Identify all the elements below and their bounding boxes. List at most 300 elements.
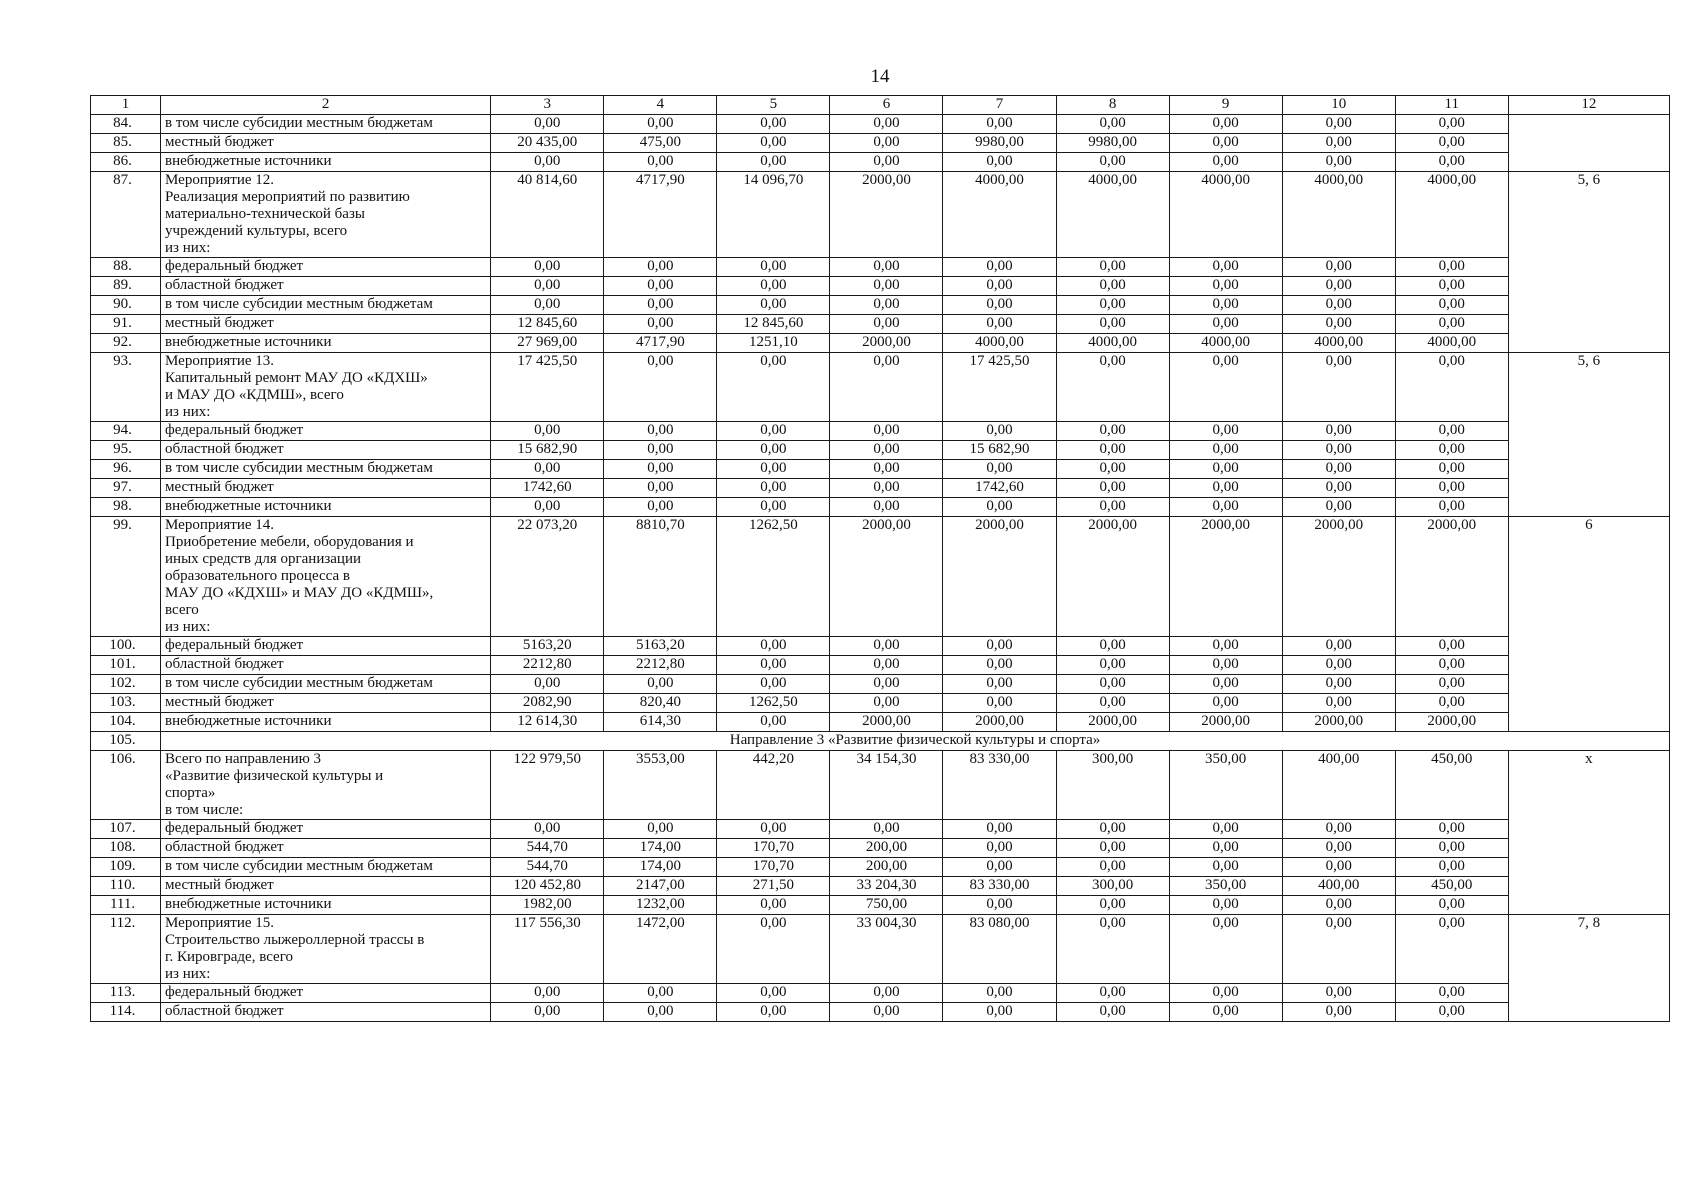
label-line: в том числе субсидии местным бюджетам (165, 115, 433, 131)
label-line: «Развитие физической культуры и (165, 768, 384, 784)
value-cell: 0,00 (1169, 820, 1282, 839)
value-cell: 0,00 (830, 479, 943, 498)
value-cell: 0,00 (943, 1003, 1056, 1022)
value-cell: 0,00 (1169, 115, 1282, 134)
label-line: МАУ ДО «КДХШ» и МАУ ДО «КДМШ», (165, 585, 434, 601)
table-row (91, 441, 1670, 460)
table-row (91, 858, 1670, 877)
label-line: областной бюджет (165, 656, 284, 672)
value-cell: 0,00 (604, 1003, 717, 1022)
row-number: 106. (91, 751, 161, 820)
row-number: 98. (91, 498, 161, 517)
value-cell: 4000,00 (1056, 172, 1169, 258)
value-cell: 614,30 (604, 713, 717, 732)
value-cell: 0,00 (1395, 115, 1508, 134)
value-cell: 0,00 (1056, 277, 1169, 296)
table-row (91, 315, 1670, 334)
label-line: Всего по направлению 3 (165, 751, 322, 767)
value-cell: 0,00 (491, 277, 604, 296)
row-label (161, 637, 491, 656)
value-cell: 0,00 (1169, 915, 1282, 984)
value-cell: 271,50 (717, 877, 830, 896)
row-label (161, 315, 491, 334)
value-cell: 0,00 (1169, 1003, 1282, 1022)
value-cell: 0,00 (1282, 1003, 1395, 1022)
value-cell: 0,00 (1169, 675, 1282, 694)
value-cell: 0,00 (1169, 984, 1282, 1003)
label-line: федеральный бюджет (165, 637, 304, 653)
label-line: образовательного процесса в (165, 568, 350, 584)
column-header: 8 (1056, 96, 1169, 115)
reference-cell: 5, 6 (1508, 353, 1669, 517)
value-cell: 2000,00 (1282, 713, 1395, 732)
value-cell: 0,00 (943, 277, 1056, 296)
value-cell: 1472,00 (604, 915, 717, 984)
value-cell: 0,00 (1282, 153, 1395, 172)
value-cell: 0,00 (1169, 460, 1282, 479)
value-cell: 0,00 (717, 258, 830, 277)
value-cell: 0,00 (717, 153, 830, 172)
value-cell: 0,00 (717, 479, 830, 498)
value-cell: 2000,00 (1395, 713, 1508, 732)
value-cell: 0,00 (943, 694, 1056, 713)
reference-cell: 5, 6 (1508, 172, 1669, 353)
value-cell: 33 204,30 (830, 877, 943, 896)
value-cell: 0,00 (830, 296, 943, 315)
table-row (91, 172, 1670, 258)
value-cell: 0,00 (943, 896, 1056, 915)
value-cell: 0,00 (1282, 896, 1395, 915)
value-cell: 0,00 (1395, 353, 1508, 422)
label-line: всего (165, 602, 199, 618)
value-cell: 0,00 (1395, 984, 1508, 1003)
value-cell: 0,00 (1056, 656, 1169, 675)
label-line: в том числе субсидии местным бюджетам (165, 460, 433, 476)
value-cell: 450,00 (1395, 877, 1508, 896)
value-cell: 2000,00 (830, 713, 943, 732)
value-cell: 300,00 (1056, 751, 1169, 820)
value-cell: 0,00 (1395, 460, 1508, 479)
row-label (161, 751, 491, 820)
row-label (161, 1003, 491, 1022)
value-cell: 0,00 (943, 675, 1056, 694)
value-cell: 0,00 (1056, 296, 1169, 315)
value-cell: 2000,00 (1056, 713, 1169, 732)
label-line: в том числе субсидии местным бюджетам (165, 858, 433, 874)
value-cell: 4000,00 (943, 172, 1056, 258)
value-cell: 400,00 (1282, 877, 1395, 896)
row-label (161, 334, 491, 353)
label-line: и МАУ ДО «КДМШ», всего (165, 387, 344, 403)
label-line: Строительство лыжероллерной трассы в (165, 932, 425, 948)
value-cell: 750,00 (830, 896, 943, 915)
table-row (91, 334, 1670, 353)
label-line: из них: (165, 966, 211, 982)
label-line: федеральный бюджет (165, 820, 304, 836)
value-cell: 0,00 (1056, 984, 1169, 1003)
value-cell: 0,00 (1056, 422, 1169, 441)
value-cell: 1251,10 (717, 334, 830, 353)
value-cell: 0,00 (604, 479, 717, 498)
value-cell: 0,00 (943, 296, 1056, 315)
table-row (91, 498, 1670, 517)
value-cell: 0,00 (1056, 839, 1169, 858)
value-cell: 0,00 (1395, 277, 1508, 296)
value-cell: 170,70 (717, 858, 830, 877)
value-cell: 0,00 (491, 258, 604, 277)
value-cell: 2000,00 (830, 172, 943, 258)
value-cell: 0,00 (604, 153, 717, 172)
value-cell: 0,00 (1282, 858, 1395, 877)
value-cell: 0,00 (604, 258, 717, 277)
value-cell: 820,40 (604, 694, 717, 713)
value-cell: 83 080,00 (943, 915, 1056, 984)
row-label (161, 656, 491, 675)
label-line: федеральный бюджет (165, 258, 304, 274)
table-row (91, 134, 1670, 153)
value-cell: 0,00 (1282, 115, 1395, 134)
value-cell: 14 096,70 (717, 172, 830, 258)
row-number: 89. (91, 277, 161, 296)
row-label (161, 839, 491, 858)
value-cell: 0,00 (717, 353, 830, 422)
table-row (91, 296, 1670, 315)
table-row (91, 422, 1670, 441)
value-cell: 0,00 (1282, 675, 1395, 694)
label-line: областной бюджет (165, 839, 284, 855)
value-cell: 442,20 (717, 751, 830, 820)
value-cell: 0,00 (830, 258, 943, 277)
value-cell: 4000,00 (1395, 334, 1508, 353)
value-cell: 0,00 (1282, 277, 1395, 296)
value-cell: 0,00 (1056, 915, 1169, 984)
label-line: в том числе субсидии местным бюджетам (165, 296, 433, 312)
value-cell: 17 425,50 (943, 353, 1056, 422)
row-label (161, 277, 491, 296)
value-cell: 0,00 (943, 115, 1056, 134)
value-cell: 0,00 (1282, 656, 1395, 675)
row-label (161, 441, 491, 460)
value-cell: 0,00 (491, 675, 604, 694)
value-cell: 0,00 (1056, 153, 1169, 172)
value-cell: 2000,00 (830, 334, 943, 353)
row-number: 91. (91, 315, 161, 334)
value-cell: 0,00 (604, 315, 717, 334)
value-cell: 0,00 (943, 498, 1056, 517)
row-number: 108. (91, 839, 161, 858)
row-label (161, 153, 491, 172)
value-cell: 350,00 (1169, 751, 1282, 820)
value-cell: 0,00 (1169, 153, 1282, 172)
value-cell: 0,00 (604, 820, 717, 839)
value-cell: 0,00 (604, 460, 717, 479)
label-line: местный бюджет (165, 877, 274, 893)
value-cell: 0,00 (491, 820, 604, 839)
value-cell: 0,00 (491, 1003, 604, 1022)
value-cell: 0,00 (1282, 315, 1395, 334)
value-cell: 0,00 (1282, 637, 1395, 656)
value-cell: 0,00 (943, 153, 1056, 172)
value-cell: 40 814,60 (491, 172, 604, 258)
table-row (91, 675, 1670, 694)
value-cell: 0,00 (604, 498, 717, 517)
label-line: областной бюджет (165, 277, 284, 293)
value-cell: 0,00 (943, 984, 1056, 1003)
label-line: федеральный бюджет (165, 984, 304, 1000)
value-cell: 1742,60 (491, 479, 604, 498)
value-cell: 0,00 (1395, 896, 1508, 915)
column-header: 1 (91, 96, 161, 115)
label-line: материально-технической базы (165, 206, 365, 222)
value-cell: 0,00 (491, 984, 604, 1003)
value-cell: 0,00 (943, 258, 1056, 277)
value-cell: 9980,00 (943, 134, 1056, 153)
row-number: 88. (91, 258, 161, 277)
value-cell: 0,00 (1395, 441, 1508, 460)
table-row (91, 1003, 1670, 1022)
row-label (161, 479, 491, 498)
row-label (161, 460, 491, 479)
value-cell: 0,00 (1395, 153, 1508, 172)
row-number: 95. (91, 441, 161, 460)
value-cell: 33 004,30 (830, 915, 943, 984)
value-cell: 15 682,90 (491, 441, 604, 460)
value-cell: 0,00 (1056, 115, 1169, 134)
reference-cell: x (1508, 751, 1669, 915)
value-cell: 8810,70 (604, 517, 717, 637)
value-cell: 0,00 (1169, 656, 1282, 675)
value-cell: 0,00 (830, 353, 943, 422)
value-cell: 0,00 (1395, 915, 1508, 984)
label-line: местный бюджет (165, 479, 274, 495)
table-row (91, 479, 1670, 498)
table-row (91, 751, 1670, 820)
row-number: 111. (91, 896, 161, 915)
value-cell: 0,00 (1169, 277, 1282, 296)
table-row (91, 153, 1670, 172)
row-number: 112. (91, 915, 161, 984)
row-number: 84. (91, 115, 161, 134)
value-cell: 0,00 (1282, 694, 1395, 713)
value-cell: 34 154,30 (830, 751, 943, 820)
row-label (161, 694, 491, 713)
value-cell: 0,00 (1395, 637, 1508, 656)
row-label (161, 675, 491, 694)
value-cell: 1262,50 (717, 517, 830, 637)
value-cell: 400,00 (1282, 751, 1395, 820)
value-cell: 0,00 (1169, 896, 1282, 915)
label-line: в том числе субсидии местным бюджетам (165, 675, 433, 691)
value-cell: 3553,00 (604, 751, 717, 820)
table-row (91, 460, 1670, 479)
value-cell: 4717,90 (604, 172, 717, 258)
value-cell: 0,00 (1056, 441, 1169, 460)
label-line: Мероприятие 15. (165, 915, 275, 931)
value-cell: 0,00 (943, 460, 1056, 479)
row-label (161, 296, 491, 315)
label-line: из них: (165, 240, 211, 256)
reference-cell: 7, 8 (1508, 915, 1669, 1022)
label-line: Реализация мероприятий по развитию (165, 189, 410, 205)
row-number: 105. (91, 732, 161, 751)
value-cell: 0,00 (830, 277, 943, 296)
value-cell: 83 330,00 (943, 877, 1056, 896)
value-cell: 0,00 (1282, 441, 1395, 460)
value-cell: 2212,80 (604, 656, 717, 675)
value-cell: 0,00 (1169, 353, 1282, 422)
reference-cell: 6 (1508, 517, 1669, 732)
value-cell: 0,00 (1056, 694, 1169, 713)
table-row (91, 839, 1670, 858)
value-cell: 0,00 (830, 134, 943, 153)
value-cell: 0,00 (830, 984, 943, 1003)
table-row (91, 915, 1670, 984)
label-line: иных средств для организации (165, 551, 362, 567)
value-cell: 0,00 (717, 422, 830, 441)
value-cell: 0,00 (943, 858, 1056, 877)
value-cell: 0,00 (943, 820, 1056, 839)
value-cell: 0,00 (1282, 820, 1395, 839)
label-line: внебюджетные источники (165, 713, 332, 729)
label-line: спорта» (165, 785, 216, 801)
value-cell: 300,00 (1056, 877, 1169, 896)
value-cell: 0,00 (491, 422, 604, 441)
value-cell: 0,00 (830, 675, 943, 694)
value-cell: 0,00 (717, 115, 830, 134)
row-label (161, 353, 491, 422)
value-cell: 0,00 (604, 675, 717, 694)
value-cell: 2000,00 (830, 517, 943, 637)
value-cell: 0,00 (1056, 258, 1169, 277)
value-cell: 544,70 (491, 839, 604, 858)
value-cell: 0,00 (1395, 1003, 1508, 1022)
row-number: 94. (91, 422, 161, 441)
value-cell: 0,00 (1056, 315, 1169, 334)
value-cell: 4000,00 (1169, 334, 1282, 353)
value-cell: 12 845,60 (717, 315, 830, 334)
row-number: 103. (91, 694, 161, 713)
value-cell: 1742,60 (943, 479, 1056, 498)
row-number: 92. (91, 334, 161, 353)
value-cell: 0,00 (491, 296, 604, 315)
row-number: 99. (91, 517, 161, 637)
value-cell: 0,00 (717, 460, 830, 479)
value-cell: 0,00 (1056, 820, 1169, 839)
value-cell: 12 614,30 (491, 713, 604, 732)
direction-title: Направление 3 «Развитие физической культуры и спорта» (161, 732, 1670, 751)
label-line: г. Кировграде, всего (165, 949, 293, 965)
value-cell: 0,00 (604, 115, 717, 134)
label-line: областной бюджет (165, 441, 284, 457)
value-cell: 0,00 (1395, 820, 1508, 839)
column-header: 7 (943, 96, 1056, 115)
value-cell: 0,00 (717, 134, 830, 153)
value-cell: 0,00 (1169, 258, 1282, 277)
value-cell: 0,00 (830, 315, 943, 334)
table-row (91, 656, 1670, 675)
value-cell: 0,00 (1056, 1003, 1169, 1022)
column-header: 2 (161, 96, 491, 115)
value-cell: 0,00 (1056, 460, 1169, 479)
value-cell: 0,00 (604, 984, 717, 1003)
value-cell: 0,00 (943, 422, 1056, 441)
value-cell: 1262,50 (717, 694, 830, 713)
value-cell: 122 979,50 (491, 751, 604, 820)
value-cell: 0,00 (1169, 498, 1282, 517)
value-cell: 0,00 (717, 915, 830, 984)
table-row (91, 713, 1670, 732)
value-cell: 0,00 (1395, 498, 1508, 517)
value-cell: 0,00 (1169, 296, 1282, 315)
value-cell: 120 452,80 (491, 877, 604, 896)
label-line: внебюджетные источники (165, 153, 332, 169)
label-line: Мероприятие 12. (165, 172, 275, 188)
value-cell: 9980,00 (1056, 134, 1169, 153)
row-number: 100. (91, 637, 161, 656)
value-cell: 0,00 (491, 460, 604, 479)
value-cell: 0,00 (604, 422, 717, 441)
value-cell: 2000,00 (1056, 517, 1169, 637)
row-label (161, 134, 491, 153)
value-cell: 0,00 (1169, 422, 1282, 441)
row-number: 113. (91, 984, 161, 1003)
row-number: 101. (91, 656, 161, 675)
value-cell: 0,00 (1056, 637, 1169, 656)
value-cell: 0,00 (717, 896, 830, 915)
label-line: местный бюджет (165, 134, 274, 150)
row-label (161, 984, 491, 1003)
value-cell: 0,00 (604, 353, 717, 422)
column-header: 6 (830, 96, 943, 115)
table-row (91, 820, 1670, 839)
table-row (91, 984, 1670, 1003)
label-line: областной бюджет (165, 1003, 284, 1019)
value-cell: 0,00 (1169, 637, 1282, 656)
value-cell: 1232,00 (604, 896, 717, 915)
value-cell: 0,00 (1395, 422, 1508, 441)
value-cell: 2082,90 (491, 694, 604, 713)
table-row (91, 277, 1670, 296)
value-cell: 27 969,00 (491, 334, 604, 353)
label-line: из них: (165, 404, 211, 420)
value-cell: 0,00 (1395, 134, 1508, 153)
label-line: внебюджетные источники (165, 498, 332, 514)
label-line: из них: (165, 619, 211, 635)
value-cell: 0,00 (830, 460, 943, 479)
value-cell: 0,00 (1395, 479, 1508, 498)
label-line: Капитальный ремонт МАУ ДО «КДХШ» (165, 370, 428, 386)
value-cell: 0,00 (1169, 441, 1282, 460)
value-cell: 0,00 (1282, 839, 1395, 858)
row-label (161, 896, 491, 915)
value-cell: 2000,00 (1282, 517, 1395, 637)
row-label (161, 498, 491, 517)
value-cell: 4000,00 (1169, 172, 1282, 258)
row-number: 114. (91, 1003, 161, 1022)
value-cell: 0,00 (717, 713, 830, 732)
value-cell: 0,00 (1056, 498, 1169, 517)
table-row (91, 258, 1670, 277)
row-label (161, 713, 491, 732)
row-label (161, 877, 491, 896)
value-cell: 0,00 (604, 441, 717, 460)
table-row (91, 694, 1670, 713)
label-line: Мероприятие 13. (165, 353, 275, 369)
value-cell: 174,00 (604, 839, 717, 858)
budget-table (90, 95, 1670, 1022)
value-cell: 0,00 (1282, 479, 1395, 498)
value-cell: 0,00 (1282, 258, 1395, 277)
